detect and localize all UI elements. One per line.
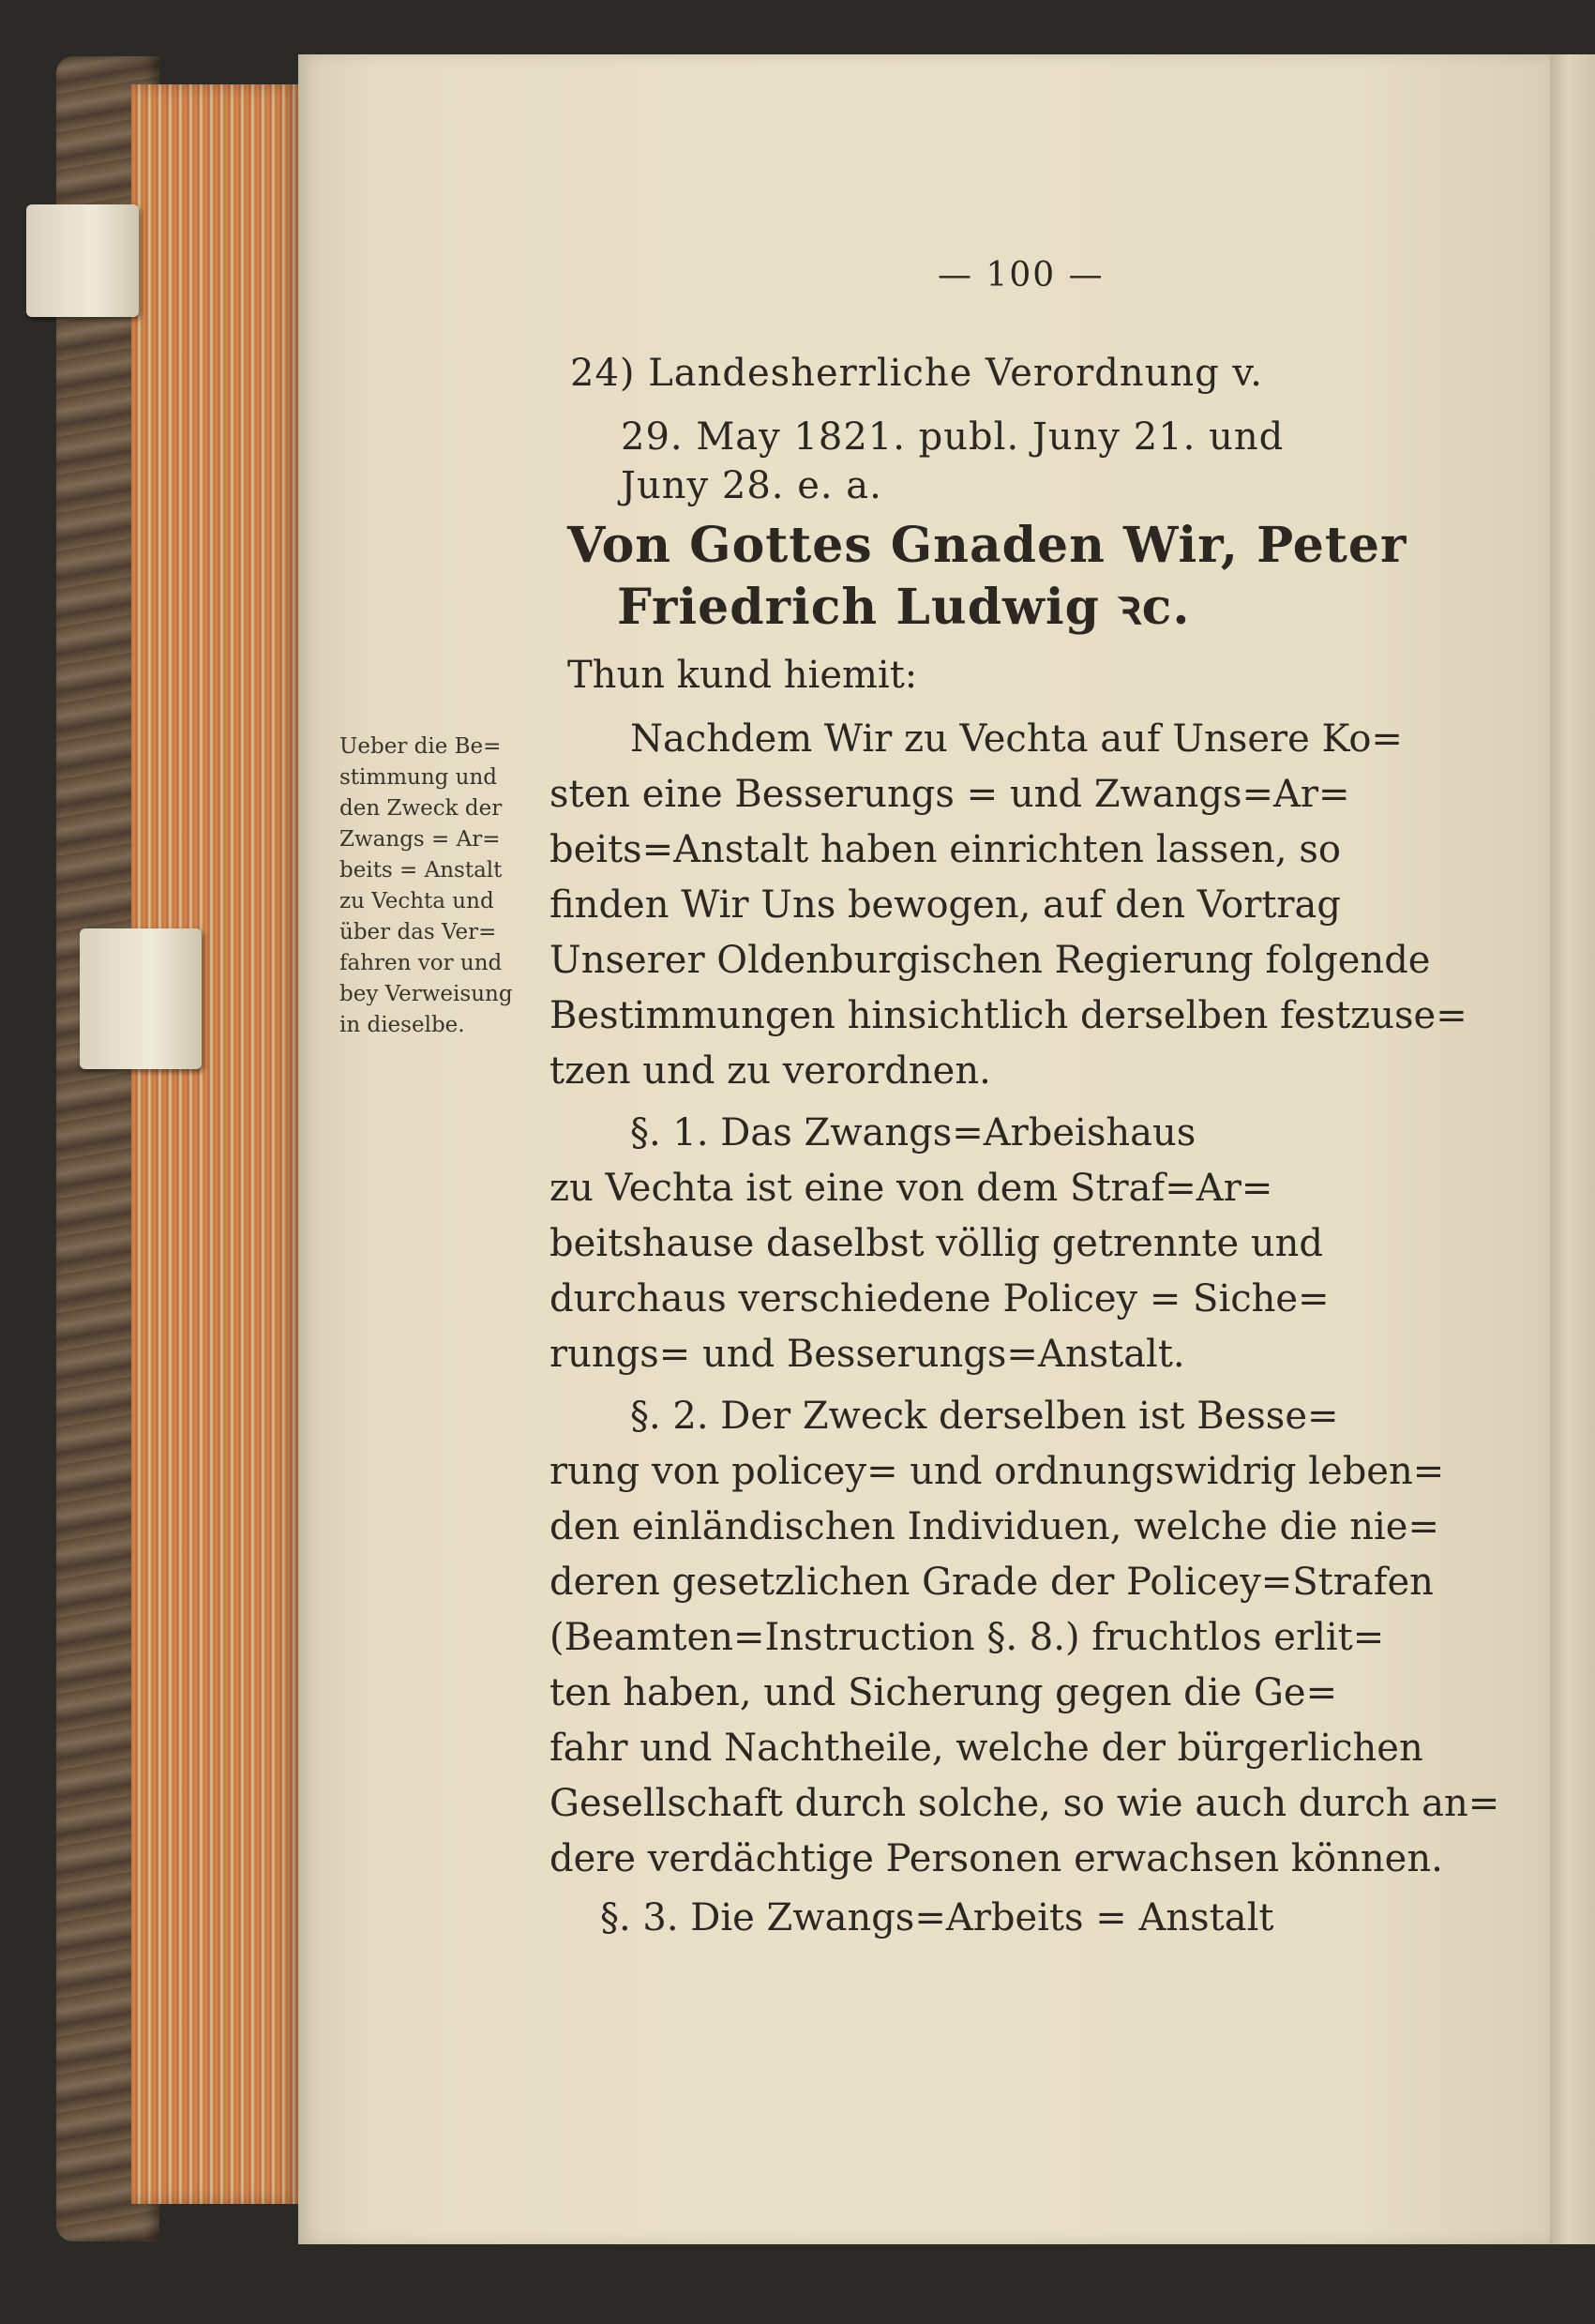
body-line: sten eine Besserungs = und Zwangs=Ar= <box>549 773 1350 816</box>
margin-note-line: beits = Anstalt <box>339 858 503 883</box>
margin-note-line: den Zweck der <box>339 796 503 821</box>
decree-heading-line: 24) Landesherrliche Verordnung v. <box>570 352 1263 395</box>
body-line: §. 2. Der Zweck derselben ist Besse= <box>630 1395 1339 1438</box>
body-line: durchaus verschiedene Policey = Siche= <box>549 1277 1330 1320</box>
body-line: fahr und Nachtheile, welche der bürgerlichen <box>549 1727 1423 1770</box>
page-number: — 100 — <box>938 256 1105 294</box>
margin-note-line: in dieselbe. <box>339 1013 465 1037</box>
body-line: dere verdächtige Personen erwachsen können. <box>549 1837 1443 1880</box>
margin-note-line: über das Ver= <box>339 920 497 944</box>
margin-note-line: zu Vechta und <box>339 889 494 913</box>
body-line: ten haben, und Sicherung gegen die Ge= <box>549 1671 1338 1714</box>
body-line: zu Vechta ist eine von dem Straf=Ar= <box>549 1167 1273 1210</box>
facing-page-edge <box>1550 54 1595 2244</box>
body-line: rungs= und Besserungs=Anstalt. <box>549 1333 1185 1376</box>
body-line: Nachdem Wir zu Vechta auf Unsere Ko= <box>630 717 1403 761</box>
page-edges <box>131 84 300 2204</box>
bookmark-tab <box>80 928 202 1069</box>
margin-note-line: Ueber die Be= <box>339 734 502 759</box>
decree-heading-line: 29. May 1821. publ. Juny 21. und <box>621 415 1285 459</box>
body-line: beits=Anstalt haben einrichten lassen, so <box>549 828 1341 871</box>
body-line: deren gesetzlichen Grade der Policey=Strafen <box>549 1561 1434 1604</box>
margin-note-line: Zwangs = Ar= <box>339 827 501 852</box>
decree-title-line: Von Gottes Gnaden Wir, Peter <box>567 517 1407 574</box>
body-line: (Beamten=Instruction §. 8.) fruchtlos erlit= <box>549 1616 1385 1659</box>
margin-note-line: stimmung und <box>339 765 498 790</box>
body-line: Bestimmungen hinsichtlich derselben festzuse= <box>549 994 1467 1037</box>
decree-title-line: Friedrich Ludwig ꝛc. <box>617 579 1191 636</box>
body-line: tzen und zu verordnen. <box>549 1049 991 1093</box>
margin-note-line: fahren vor und <box>339 951 503 975</box>
margin-note-line: bey Verweisung <box>339 982 513 1006</box>
decree-heading-line: Juny 28. e. a. <box>621 464 882 507</box>
body-line: den einländischen Individuen, welche die nie= <box>549 1505 1439 1548</box>
body-line: beitshause daselbst völlig getrennte und <box>549 1222 1323 1265</box>
body-line: finden Wir Uns bewogen, auf den Vortrag <box>549 883 1341 927</box>
body-line: §. 1. Das Zwangs=Arbeishaus <box>630 1111 1196 1154</box>
body-line: Gesellschaft durch solche, so wie auch durch an= <box>549 1782 1500 1825</box>
body-line: rung von policey= und ordnungswidrig leben= <box>549 1450 1445 1493</box>
intro-text: Thun kund hiemit: <box>567 654 918 697</box>
body-line: Unserer Oldenburgischen Regierung folgende <box>549 939 1431 982</box>
bookmark-tab <box>26 204 139 317</box>
body-line: §. 3. Die Zwangs=Arbeits = Anstalt <box>600 1896 1274 1939</box>
